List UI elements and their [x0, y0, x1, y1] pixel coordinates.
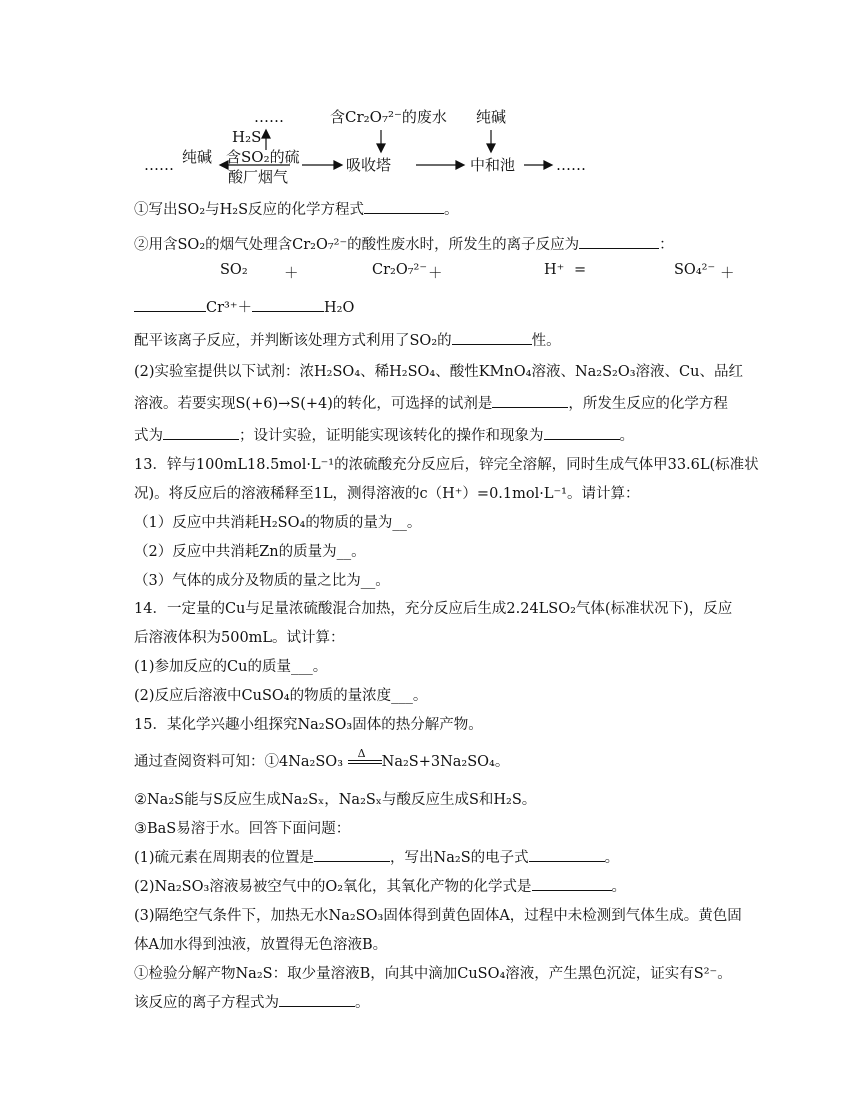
- flue-gas-label-2: 酸厂烟气: [228, 168, 289, 186]
- q14-sub-1: (1)参加反应的Cu的质量___。: [134, 659, 328, 675]
- q15-sub-3-line-3: ①检验分解产物Na₂S：取少量溶液B，向其中滴加CuSO₄溶液，产生黑色沉淀，证实有S²⁻。: [134, 966, 732, 982]
- q13-sub-1: （1）反应中共消耗H₂SO₄的物质的量为__。: [134, 515, 422, 531]
- process-diagram: [140, 104, 600, 188]
- answer-blank[interactable]: [544, 425, 620, 440]
- neutralization-pool-label: 中和池: [470, 156, 516, 174]
- q15-sub-2: (2)Na₂SO₃溶液易被空气中的O₂氧化，其氧化产物的化学式是 。: [134, 876, 626, 898]
- answer-blank[interactable]: [579, 234, 659, 249]
- ionic-equation-row-2: Cr³⁺＋ H₂O: [134, 297, 354, 319]
- heat-arrow: Δ: [348, 755, 382, 769]
- q15-sub-3-line-2: 体A加水得到浊液，放置得无色溶液B。: [134, 937, 388, 953]
- question-4-line-3: 式为 ；设计实验，证明能实现该转化的操作和现象为 。: [134, 425, 634, 447]
- q14-line-2: 后溶液体积为500mL。试计算：: [134, 630, 345, 646]
- dots-top: ……: [254, 108, 284, 126]
- dots-right: ……: [556, 156, 586, 174]
- q14-line-1: 14．一定量的Cu与足量浓硫酸混合加热，充分反应后生成2.24LSO₂气体(标准状况下)，反应: [134, 601, 733, 617]
- dots-left: ……: [144, 156, 174, 174]
- answer-blank[interactable]: [532, 876, 612, 891]
- q15-info-3: ③BaS易溶于水。回答下面问题：: [134, 821, 351, 837]
- answer-blank[interactable]: [163, 425, 239, 440]
- flue-gas-label-1: 含SO₂的硫: [226, 148, 300, 166]
- q13-sub-2: （2）反应中共消耗Zn的质量为__。: [134, 544, 366, 560]
- coef-blank[interactable]: [252, 297, 324, 312]
- question-1: ①写出SO₂与H₂S反应的化学方程式 。: [134, 199, 459, 221]
- answer-blank[interactable]: [492, 393, 568, 408]
- answer-blank[interactable]: [314, 847, 390, 862]
- q15-sub-3-line-1: (3)隔绝空气条件下，加热无水Na₂SO₃固体得到黄色固体A，过程中未检测到气体生成。黄色固: [134, 908, 742, 924]
- absorption-tower-label: 吸收塔: [346, 156, 392, 174]
- q15-line-1: 15．某化学兴趣小组探究Na₂SO₃固体的热分解产物。: [134, 717, 483, 733]
- q15-info-2: ②Na₂S能与S反应生成Na₂Sₓ，Na₂Sₓ与酸反应生成S和H₂S。: [134, 792, 537, 808]
- answer-blank[interactable]: [529, 847, 605, 862]
- soda-left-label: 纯碱: [182, 148, 213, 166]
- q13-line-1: 13．锌与100mL18.5mol·L⁻¹的浓硫酸充分反应后，锌完全溶解，同时生成气体甲33.6L(标准状: [134, 457, 759, 473]
- answer-blank[interactable]: [452, 330, 532, 345]
- question-4-line-2: 溶液。若要实现S(+6)→S(+4)的转化，可选择的试剂是 ，所发生反应的化学方程: [134, 393, 728, 415]
- ionic-equation-row-1: SO₂ ＋ Cr₂O₇²⁻ ＋ H⁺ = SO₄²⁻ ＋: [220, 262, 735, 282]
- question-2: ②用含SO₂的烟气处理含Cr₂O₇²⁻的酸性废水时，所发生的离子反应为 ：: [134, 234, 674, 256]
- q15-sub-1: (1)硫元素在周期表的位置是 ，写出Na₂S的电子式 。: [134, 847, 619, 869]
- q13-line-2: 况)。将反应后的溶液稀释至1L，测得溶液的c（H⁺）=0.1mol·L⁻¹。请计算：: [134, 486, 640, 502]
- question-3: 配平该离子反应，并判断该处理方式利用了SO₂的 性。: [134, 330, 561, 352]
- answer-blank[interactable]: [279, 992, 355, 1007]
- q13-sub-3: （3）气体的成分及物质的量之比为__。: [134, 573, 390, 589]
- answer-blank[interactable]: [364, 199, 444, 214]
- q14-sub-2: (2)反应后溶液中CuSO₄的物质的量浓度___。: [134, 688, 428, 704]
- q15-sub-3-line-4: 该反应的离子方程式为 。: [134, 992, 370, 1014]
- soda-top-label: 纯碱: [476, 108, 507, 126]
- waste-water-label: 含Cr₂O₇²⁻的废水: [330, 108, 447, 126]
- coef-blank[interactable]: [134, 297, 206, 312]
- q15-reaction: 通过查阅资料可知：①4Na₂SO₃ Δ Na₂S+3Na₂SO₄。: [134, 747, 510, 770]
- h2s-label: H₂S: [232, 128, 262, 146]
- question-4-line-1: (2)实验室提供以下试剂：浓H₂SO₄、稀H₂SO₄、酸性KMnO₄溶液、Na₂S₂O₃溶液、Cu、品红: [134, 364, 743, 380]
